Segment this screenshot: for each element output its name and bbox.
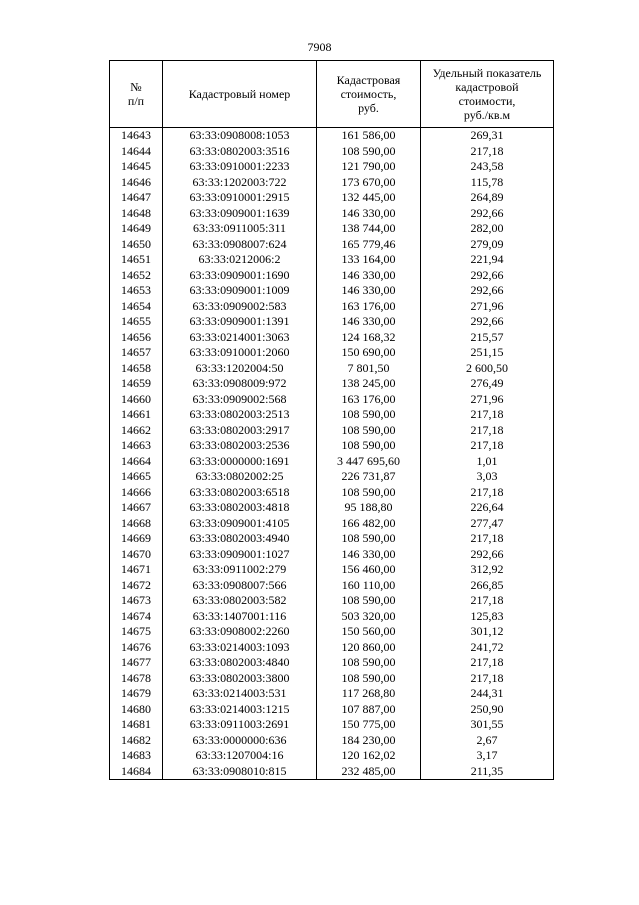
cell-specific-value: 269,31 bbox=[421, 128, 554, 144]
cell-specific-value: 1,01 bbox=[421, 454, 554, 470]
cell-cadastral-number: 63:33:1207004:16 bbox=[163, 748, 317, 764]
table-row bbox=[110, 516, 554, 532]
cell-cadastral-value: 146 330,00 bbox=[317, 314, 421, 330]
cell-cadastral-value: 121 790,00 bbox=[317, 159, 421, 175]
cell-number: 14665 bbox=[110, 469, 163, 485]
cell-cadastral-number: 63:33:0802003:4940 bbox=[163, 531, 317, 547]
cell-cadastral-number: 63:33:0911005:311 bbox=[163, 221, 317, 237]
cell-cadastral-value: 165 779,46 bbox=[317, 237, 421, 253]
table-row bbox=[110, 609, 554, 625]
cell-cadastral-number: 63:33:0910001:2915 bbox=[163, 190, 317, 206]
table-row bbox=[110, 268, 554, 284]
cell-specific-value: 279,09 bbox=[421, 237, 554, 253]
cell-number: 14658 bbox=[110, 361, 163, 377]
cell-cadastral-value: 132 445,00 bbox=[317, 190, 421, 206]
table-row bbox=[110, 485, 554, 501]
cell-number: 14656 bbox=[110, 330, 163, 346]
cell-specific-value: 271,96 bbox=[421, 299, 554, 315]
cell-specific-value: 125,83 bbox=[421, 609, 554, 625]
cell-specific-value: 250,90 bbox=[421, 702, 554, 718]
cell-number: 14646 bbox=[110, 175, 163, 191]
cell-cadastral-number: 63:33:0802003:4818 bbox=[163, 500, 317, 516]
cell-cadastral-value: 120 162,02 bbox=[317, 748, 421, 764]
table-row bbox=[110, 175, 554, 191]
cell-cadastral-value: 108 590,00 bbox=[317, 438, 421, 454]
table-row bbox=[110, 159, 554, 175]
table-row bbox=[110, 531, 554, 547]
cell-cadastral-number: 63:33:0909001:1009 bbox=[163, 283, 317, 299]
header-cadastral-number: Кадастровый номер bbox=[163, 61, 317, 128]
cell-cadastral-number: 63:33:0908008:1053 bbox=[163, 128, 317, 144]
cell-cadastral-number: 63:33:0802003:2917 bbox=[163, 423, 317, 439]
cell-cadastral-value: 163 176,00 bbox=[317, 392, 421, 408]
table-header bbox=[110, 61, 554, 128]
cell-cadastral-value: 7 801,50 bbox=[317, 361, 421, 377]
table-row bbox=[110, 345, 554, 361]
cell-cadastral-number: 63:33:0000000:1691 bbox=[163, 454, 317, 470]
cell-cadastral-number: 63:33:0910001:2233 bbox=[163, 159, 317, 175]
cell-cadastral-value: 133 164,00 bbox=[317, 252, 421, 268]
cell-cadastral-number: 63:33:0802003:6518 bbox=[163, 485, 317, 501]
cell-specific-value: 292,66 bbox=[421, 547, 554, 563]
cell-cadastral-value: 108 590,00 bbox=[317, 407, 421, 423]
cell-cadastral-value: 226 731,87 bbox=[317, 469, 421, 485]
cell-cadastral-number: 63:33:0908007:566 bbox=[163, 578, 317, 594]
cell-cadastral-number: 63:33:0212006:2 bbox=[163, 252, 317, 268]
cell-specific-value: 244,31 bbox=[421, 686, 554, 702]
cell-number: 14648 bbox=[110, 206, 163, 222]
cell-cadastral-value: 150 775,00 bbox=[317, 717, 421, 733]
table-row bbox=[110, 640, 554, 656]
cell-number: 14662 bbox=[110, 423, 163, 439]
cell-cadastral-value: 117 268,80 bbox=[317, 686, 421, 702]
table-row bbox=[110, 764, 554, 780]
cell-cadastral-value: 108 590,00 bbox=[317, 671, 421, 687]
cell-specific-value: 115,78 bbox=[421, 175, 554, 191]
cell-cadastral-number: 63:33:0909001:4105 bbox=[163, 516, 317, 532]
cell-cadastral-value: 173 670,00 bbox=[317, 175, 421, 191]
cell-specific-value: 217,18 bbox=[421, 671, 554, 687]
cell-specific-value: 217,18 bbox=[421, 407, 554, 423]
cell-cadastral-number: 63:33:0802003:4840 bbox=[163, 655, 317, 671]
table-row bbox=[110, 283, 554, 299]
cell-cadastral-value: 146 330,00 bbox=[317, 547, 421, 563]
cell-cadastral-value: 163 176,00 bbox=[317, 299, 421, 315]
table-row bbox=[110, 454, 554, 470]
cell-number: 14675 bbox=[110, 624, 163, 640]
table-row bbox=[110, 144, 554, 160]
cell-cadastral-value: 120 860,00 bbox=[317, 640, 421, 656]
cell-number: 14682 bbox=[110, 733, 163, 749]
cell-specific-value: 211,35 bbox=[421, 764, 554, 780]
cell-cadastral-number: 63:33:0802002:25 bbox=[163, 469, 317, 485]
cell-number: 14671 bbox=[110, 562, 163, 578]
table-row bbox=[110, 547, 554, 563]
cell-cadastral-value: 161 586,00 bbox=[317, 128, 421, 144]
cell-cadastral-number: 63:33:0908002:2260 bbox=[163, 624, 317, 640]
cell-number: 14668 bbox=[110, 516, 163, 532]
cell-cadastral-value: 108 590,00 bbox=[317, 655, 421, 671]
cell-cadastral-number: 63:33:0909001:1690 bbox=[163, 268, 317, 284]
cell-specific-value: 217,18 bbox=[421, 485, 554, 501]
cell-cadastral-number: 63:33:0802003:3516 bbox=[163, 144, 317, 160]
cell-cadastral-value: 160 110,00 bbox=[317, 578, 421, 594]
cell-number: 14654 bbox=[110, 299, 163, 315]
cell-specific-value: 215,57 bbox=[421, 330, 554, 346]
cell-cadastral-value: 166 482,00 bbox=[317, 516, 421, 532]
table-row bbox=[110, 562, 554, 578]
cell-specific-value: 271,96 bbox=[421, 392, 554, 408]
cell-cadastral-number: 63:33:1407001:116 bbox=[163, 609, 317, 625]
cell-cadastral-number: 63:33:0910001:2060 bbox=[163, 345, 317, 361]
cell-cadastral-value: 138 744,00 bbox=[317, 221, 421, 237]
cell-specific-value: 241,72 bbox=[421, 640, 554, 656]
cell-cadastral-number: 63:33:0214003:1215 bbox=[163, 702, 317, 718]
cell-cadastral-number: 63:33:0909002:568 bbox=[163, 392, 317, 408]
table-row bbox=[110, 438, 554, 454]
cell-specific-value: 226,64 bbox=[421, 500, 554, 516]
cell-cadastral-value: 146 330,00 bbox=[317, 268, 421, 284]
cell-specific-value: 2 600,50 bbox=[421, 361, 554, 377]
cell-cadastral-number: 63:33:0908007:624 bbox=[163, 237, 317, 253]
cell-cadastral-number: 63:33:0802003:3800 bbox=[163, 671, 317, 687]
table-row bbox=[110, 671, 554, 687]
cell-cadastral-value: 3 447 695,60 bbox=[317, 454, 421, 470]
cell-number: 14644 bbox=[110, 144, 163, 160]
cell-number: 14684 bbox=[110, 764, 163, 780]
cell-number: 14683 bbox=[110, 748, 163, 764]
cell-cadastral-value: 184 230,00 bbox=[317, 733, 421, 749]
cell-specific-value: 292,66 bbox=[421, 283, 554, 299]
table-row bbox=[110, 376, 554, 392]
cell-number: 14645 bbox=[110, 159, 163, 175]
header-cadastral-value: Кадастровая стоимость, руб. bbox=[317, 61, 421, 128]
table-row bbox=[110, 252, 554, 268]
cell-specific-value: 2,67 bbox=[421, 733, 554, 749]
table-row bbox=[110, 361, 554, 377]
cell-number: 14651 bbox=[110, 252, 163, 268]
cell-cadastral-number: 63:33:0908010:815 bbox=[163, 764, 317, 780]
cadastral-table bbox=[109, 60, 554, 780]
cell-specific-value: 217,18 bbox=[421, 144, 554, 160]
table-row bbox=[110, 299, 554, 315]
cell-number: 14666 bbox=[110, 485, 163, 501]
cell-specific-value: 217,18 bbox=[421, 531, 554, 547]
cell-cadastral-value: 108 590,00 bbox=[317, 485, 421, 501]
cell-cadastral-number: 63:33:1202003:722 bbox=[163, 175, 317, 191]
cell-cadastral-value: 146 330,00 bbox=[317, 206, 421, 222]
table-row bbox=[110, 206, 554, 222]
table-row bbox=[110, 500, 554, 516]
table-row bbox=[110, 469, 554, 485]
table-row bbox=[110, 686, 554, 702]
cell-cadastral-number: 63:33:0802003:2513 bbox=[163, 407, 317, 423]
table-row bbox=[110, 717, 554, 733]
table-row bbox=[110, 392, 554, 408]
table-row bbox=[110, 593, 554, 609]
header-specific-value: Удельный показатель кадастровой стоимости, руб./кв.м bbox=[421, 61, 554, 128]
cell-specific-value: 221,94 bbox=[421, 252, 554, 268]
cell-specific-value: 292,66 bbox=[421, 314, 554, 330]
table-row bbox=[110, 314, 554, 330]
cell-number: 14649 bbox=[110, 221, 163, 237]
cell-specific-value: 266,85 bbox=[421, 578, 554, 594]
header-row bbox=[110, 61, 554, 128]
cell-cadastral-number: 63:33:0911003:2691 bbox=[163, 717, 317, 733]
cell-number: 14643 bbox=[110, 128, 163, 144]
cell-cadastral-value: 232 485,00 bbox=[317, 764, 421, 780]
cell-specific-value: 217,18 bbox=[421, 593, 554, 609]
cell-number: 14647 bbox=[110, 190, 163, 206]
cell-specific-value: 3,03 bbox=[421, 469, 554, 485]
cell-cadastral-value: 146 330,00 bbox=[317, 283, 421, 299]
cell-number: 14679 bbox=[110, 686, 163, 702]
table-row bbox=[110, 330, 554, 346]
table-row bbox=[110, 423, 554, 439]
cell-cadastral-value: 95 188,80 bbox=[317, 500, 421, 516]
cell-cadastral-value: 156 460,00 bbox=[317, 562, 421, 578]
cell-cadastral-value: 108 590,00 bbox=[317, 531, 421, 547]
table-row bbox=[110, 733, 554, 749]
table-row bbox=[110, 702, 554, 718]
cell-specific-value: 3,17 bbox=[421, 748, 554, 764]
cell-cadastral-number: 63:33:0802003:2536 bbox=[163, 438, 317, 454]
cell-number: 14681 bbox=[110, 717, 163, 733]
cell-number: 14677 bbox=[110, 655, 163, 671]
cell-number: 14673 bbox=[110, 593, 163, 609]
cell-number: 14661 bbox=[110, 407, 163, 423]
cell-cadastral-number: 63:33:0909001:1639 bbox=[163, 206, 317, 222]
table-row bbox=[110, 128, 554, 144]
cell-cadastral-number: 63:33:0000000:636 bbox=[163, 733, 317, 749]
table-row bbox=[110, 655, 554, 671]
cell-number: 14653 bbox=[110, 283, 163, 299]
cell-number: 14680 bbox=[110, 702, 163, 718]
cell-cadastral-number: 63:33:0214003:531 bbox=[163, 686, 317, 702]
cell-number: 14659 bbox=[110, 376, 163, 392]
cell-cadastral-number: 63:33:1202004:50 bbox=[163, 361, 317, 377]
cell-specific-value: 301,55 bbox=[421, 717, 554, 733]
cell-specific-value: 264,89 bbox=[421, 190, 554, 206]
page-number: 7908 bbox=[307, 40, 332, 54]
table-row bbox=[110, 237, 554, 253]
cell-specific-value: 312,92 bbox=[421, 562, 554, 578]
table-row bbox=[110, 190, 554, 206]
cell-number: 14655 bbox=[110, 314, 163, 330]
cell-cadastral-number: 63:33:0214001:3063 bbox=[163, 330, 317, 346]
table-body bbox=[110, 128, 554, 780]
cell-number: 14660 bbox=[110, 392, 163, 408]
cell-number: 14678 bbox=[110, 671, 163, 687]
header-number: № п/п bbox=[110, 61, 163, 128]
cell-specific-value: 217,18 bbox=[421, 423, 554, 439]
cell-number: 14663 bbox=[110, 438, 163, 454]
cell-specific-value: 217,18 bbox=[421, 438, 554, 454]
table-row bbox=[110, 407, 554, 423]
cell-specific-value: 217,18 bbox=[421, 655, 554, 671]
cell-cadastral-value: 150 690,00 bbox=[317, 345, 421, 361]
cell-cadastral-value: 150 560,00 bbox=[317, 624, 421, 640]
cell-specific-value: 277,47 bbox=[421, 516, 554, 532]
cell-specific-value: 301,12 bbox=[421, 624, 554, 640]
cell-number: 14664 bbox=[110, 454, 163, 470]
cell-number: 14657 bbox=[110, 345, 163, 361]
cell-cadastral-value: 138 245,00 bbox=[317, 376, 421, 392]
cell-specific-value: 292,66 bbox=[421, 206, 554, 222]
cell-cadastral-value: 108 590,00 bbox=[317, 423, 421, 439]
cell-cadastral-value: 108 590,00 bbox=[317, 144, 421, 160]
table-row bbox=[110, 624, 554, 640]
cell-cadastral-value: 108 590,00 bbox=[317, 593, 421, 609]
cell-cadastral-number: 63:33:0909001:1391 bbox=[163, 314, 317, 330]
cell-number: 14672 bbox=[110, 578, 163, 594]
cell-specific-value: 276,49 bbox=[421, 376, 554, 392]
cell-number: 14676 bbox=[110, 640, 163, 656]
cell-number: 14667 bbox=[110, 500, 163, 516]
cell-cadastral-number: 63:33:0909001:1027 bbox=[163, 547, 317, 563]
cell-number: 14652 bbox=[110, 268, 163, 284]
cell-cadastral-value: 124 168,32 bbox=[317, 330, 421, 346]
cell-specific-value: 282,00 bbox=[421, 221, 554, 237]
cell-cadastral-value: 107 887,00 bbox=[317, 702, 421, 718]
cell-number: 14669 bbox=[110, 531, 163, 547]
cell-number: 14650 bbox=[110, 237, 163, 253]
cell-number: 14670 bbox=[110, 547, 163, 563]
cell-cadastral-number: 63:33:0908009:972 bbox=[163, 376, 317, 392]
cell-specific-value: 292,66 bbox=[421, 268, 554, 284]
cell-cadastral-number: 63:33:0911002:279 bbox=[163, 562, 317, 578]
cell-cadastral-value: 503 320,00 bbox=[317, 609, 421, 625]
table-row bbox=[110, 748, 554, 764]
table-row bbox=[110, 578, 554, 594]
cell-cadastral-number: 63:33:0214003:1093 bbox=[163, 640, 317, 656]
cell-cadastral-number: 63:33:0802003:582 bbox=[163, 593, 317, 609]
cell-number: 14674 bbox=[110, 609, 163, 625]
cell-specific-value: 243,58 bbox=[421, 159, 554, 175]
cell-cadastral-number: 63:33:0909002:583 bbox=[163, 299, 317, 315]
table-row bbox=[110, 221, 554, 237]
cell-specific-value: 251,15 bbox=[421, 345, 554, 361]
